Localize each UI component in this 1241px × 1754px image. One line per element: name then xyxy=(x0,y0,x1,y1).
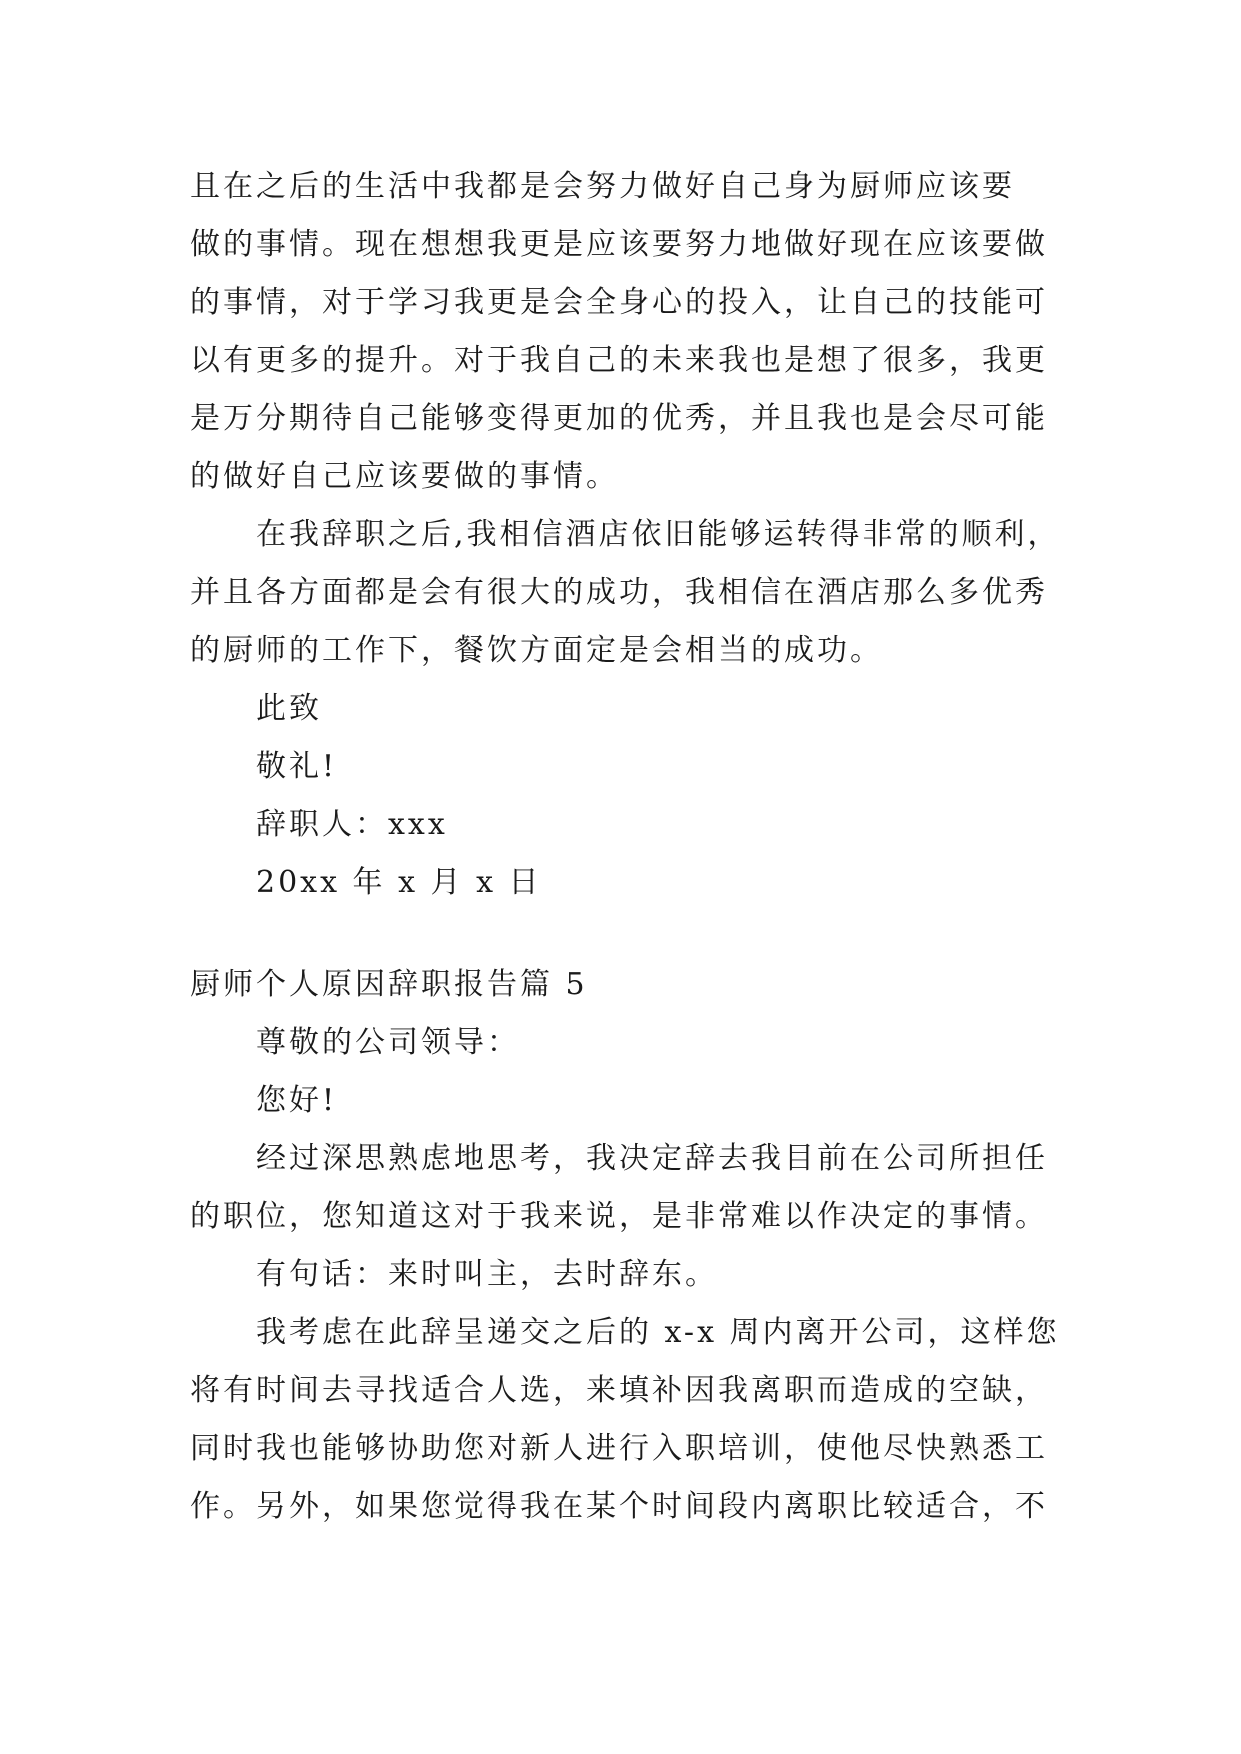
text-line: 经过深思熟虑地思考，我决定辞去我目前在公司所担任 xyxy=(256,1141,1048,1176)
paragraph-continued xyxy=(190,158,1070,506)
section-title: 厨师个人原因辞职报告篇 5 xyxy=(190,967,588,1002)
text-line: 并且各方面都是会有很大的成功，我相信在酒店那么多优秀 xyxy=(190,575,1048,610)
section-gap xyxy=(190,912,1070,956)
letter-greeting: 尊敬的公司领导： xyxy=(256,1025,520,1060)
text-line: 是万分期待自己能够变得更加的优秀，并且我也是会尽可能 xyxy=(190,401,1048,436)
text-line: 的事情，对于学习我更是会全身心的投入，让自己的技能可 xyxy=(190,285,1048,320)
paragraph-hotel xyxy=(190,506,1070,680)
signer-line: 辞职人：xxx xyxy=(256,807,448,842)
closing-regards: 敬礼! xyxy=(256,749,338,784)
text-line: 在我辞职之后,我相信酒店依旧能够运转得非常的顺利， xyxy=(256,517,1061,552)
text-line: 将有时间去寻找适合人选，来填补因我离职而造成的空缺， xyxy=(190,1373,1048,1408)
date-line: 20xx 年 x 月 x 日 xyxy=(256,865,542,900)
text-line: 且在之后的生活中我都是会努力做好自己身为厨师应该要 xyxy=(190,169,1015,204)
text-line: 做的事情。现在想想我更是应该要努力地做好现在应该要做 xyxy=(190,227,1048,262)
text-line: 作。另外，如果您觉得我在某个时间段内离职比较适合，不 xyxy=(190,1489,1048,1524)
text-line: 以有更多的提升。对于我自己的未来我也是想了很多，我更 xyxy=(190,343,1048,378)
text-line: 的职位，您知道这对于我来说，是非常难以作决定的事情。 xyxy=(190,1199,1048,1234)
letter-block xyxy=(190,1014,1070,1536)
closing-salutation: 此致 xyxy=(256,691,322,726)
text-line: 同时我也能够协助您对新人进行入职培训，使他尽快熟悉工 xyxy=(190,1431,1048,1466)
text-line: 的做好自己应该要做的事情。 xyxy=(190,459,619,494)
text-line: 我考虑在此辞呈递交之后的 x-x 周内离开公司，这样您 xyxy=(256,1315,1060,1350)
letter-hello: 您好! xyxy=(256,1083,338,1118)
closing-block xyxy=(190,680,1070,912)
document-body xyxy=(190,158,1070,1536)
text-line: 有句话：来时叫主，去时辞东。 xyxy=(256,1257,718,1292)
text-line: 的厨师的工作下，餐饮方面定是会相当的成功。 xyxy=(190,633,883,668)
